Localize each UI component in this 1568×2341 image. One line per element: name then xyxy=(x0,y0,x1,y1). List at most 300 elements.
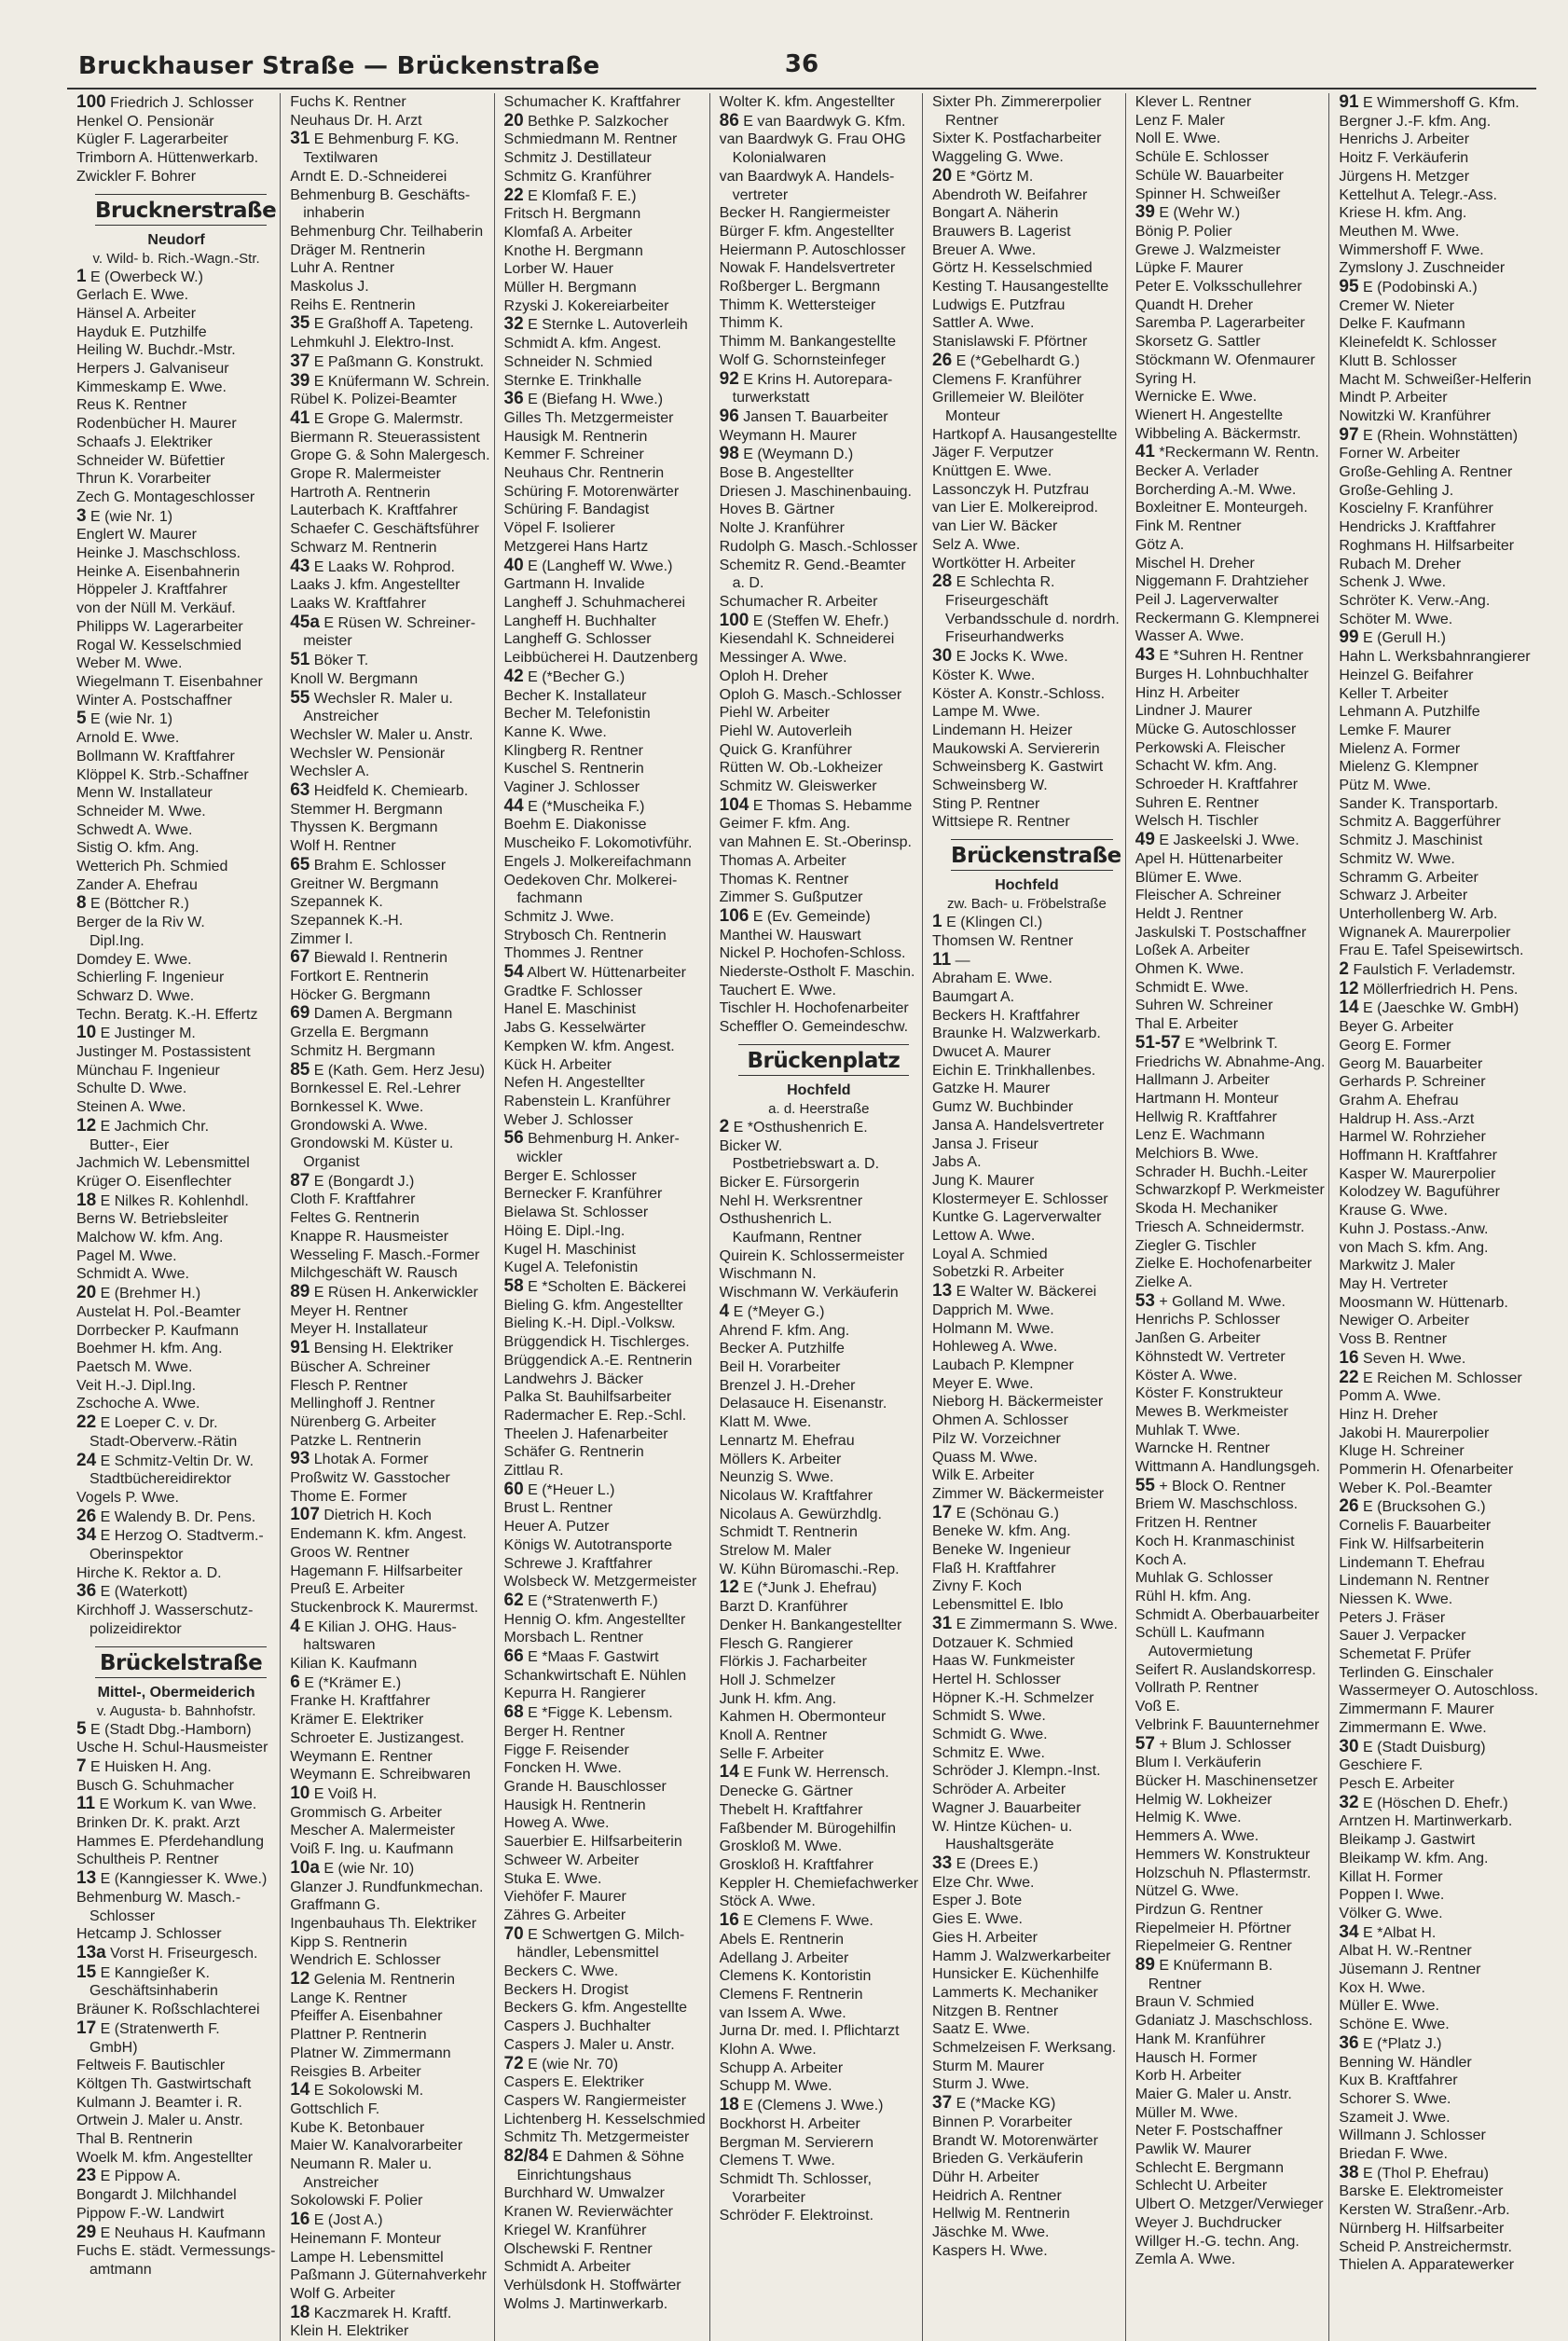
resident-text: Völker G. Wwe. xyxy=(1339,1905,1443,1921)
resident-text: Rentner xyxy=(1148,1976,1202,1992)
resident-text: Kulmann J. Beamter i. R. xyxy=(76,2094,242,2111)
resident-entry xyxy=(932,2205,1121,2224)
resident-entry xyxy=(290,2304,489,2323)
resident-text: Brandt W. Motorenwärter xyxy=(932,2132,1098,2149)
resident-entry xyxy=(932,333,1121,351)
resident-entry xyxy=(290,1879,489,1897)
resident-entry xyxy=(932,2169,1121,2187)
resident-text: Jabs G. Kesselwärter xyxy=(503,1020,646,1037)
resident-text: E Schwertgen G. Milch- xyxy=(528,1926,685,1943)
resident-text: Weber M. Wwe. xyxy=(76,655,183,672)
resident-text: Henkel O. Pensionär xyxy=(76,113,214,130)
house-number: 104 xyxy=(719,794,750,815)
resident-entry xyxy=(1135,203,1326,223)
resident-entry xyxy=(720,1635,918,1654)
resident-entry xyxy=(1135,517,1326,536)
resident-text: Böker T. xyxy=(313,653,369,669)
resident-text: Lüpke F. Maurer xyxy=(1135,260,1244,277)
resident-entry xyxy=(1339,389,1538,407)
resident-text: E (Jaeschke W. GmbH) xyxy=(1363,1000,1520,1017)
resident-text: Messinger A. Wwe. xyxy=(719,650,847,667)
resident-text: Wendrich E. Schlosser xyxy=(290,1952,441,1969)
resident-entry xyxy=(290,1153,489,1172)
resident-entry xyxy=(1135,794,1326,813)
resident-entry xyxy=(932,186,1121,205)
resident-entry xyxy=(1339,2164,1538,2183)
resident-text: Gerhards P. Schreiner xyxy=(1339,1074,1486,1091)
resident-text: Seven H. Wwe. xyxy=(1363,1350,1466,1367)
resident-entry xyxy=(504,872,706,890)
resident-entry xyxy=(290,1544,489,1563)
resident-entry xyxy=(504,1443,706,1462)
resident-text: Bethke P. Salzkocher xyxy=(528,113,669,130)
resident-text: Lindemann T. Ehefrau xyxy=(1339,1554,1485,1571)
resident-entry xyxy=(720,723,918,741)
resident-text: Maier G. Maler u. Anstr. xyxy=(1135,2086,1292,2102)
resident-text: E Graßhoff A. Tapeteng. xyxy=(313,316,474,333)
resident-entry xyxy=(1135,702,1326,721)
resident-text: E (Stratenwerth F. xyxy=(100,2020,220,2037)
resident-text: Jabs A. xyxy=(932,1154,982,1171)
resident-entry xyxy=(1339,1239,1538,1258)
resident-entry xyxy=(1135,1145,1326,1164)
resident-text: Thebelt H. Kraftfahrer xyxy=(719,1801,863,1818)
resident-text: Wassermeyer O. Autoschloss. xyxy=(1339,1683,1539,1700)
resident-text: Dwucet A. Maurer xyxy=(932,1044,1052,1061)
resident-entry xyxy=(290,112,489,131)
resident-text: Mewes B. Werkmeister xyxy=(1135,1403,1288,1420)
resident-entry xyxy=(290,1117,489,1136)
directory-column xyxy=(495,93,710,2341)
resident-text: Hellwig R. Kraftfahrer xyxy=(1135,1109,1277,1125)
resident-entry xyxy=(720,1561,918,1579)
resident-text: E Voiß H. xyxy=(313,1785,378,1802)
resident-entry xyxy=(290,2100,489,2119)
resident-text: Clemens T. Wwe. xyxy=(719,2153,835,2169)
resident-text: Hamm J. Walzwerkarbeiter xyxy=(932,1948,1111,1964)
house-number: 32 xyxy=(1339,1792,1359,1812)
resident-text: E Pippow A. xyxy=(100,2169,181,2185)
resident-entry xyxy=(504,1149,706,1167)
resident-entry xyxy=(1339,1682,1538,1701)
resident-text: Hellwig M. Rentnerin xyxy=(932,2206,1070,2223)
resident-text: Kück H. Arbeiter xyxy=(503,1056,612,1073)
resident-text: E *Albat H. xyxy=(1363,1924,1437,1941)
resident-text: Nowitzki W. Kranführer xyxy=(1339,407,1492,424)
house-number: 39 xyxy=(1135,202,1155,223)
resident-entry xyxy=(290,2063,489,2082)
resident-text: E (Steffen W. Ehefr.) xyxy=(752,613,889,629)
resident-text: Triesch A. Schneidermstr. xyxy=(1135,1219,1305,1235)
resident-entry xyxy=(1135,1439,1326,1458)
resident-entry xyxy=(1339,777,1538,795)
resident-entry xyxy=(504,1647,706,1667)
resident-text: Zielke A. xyxy=(1135,1274,1193,1290)
resident-text: Behmenburg H. Anker- xyxy=(528,1131,680,1148)
resident-text: Klostermeyer E. Schlosser xyxy=(932,1191,1108,1207)
resident-text: Thielen A. Apparatewerker xyxy=(1339,2257,1515,2274)
resident-entry xyxy=(720,668,918,686)
resident-text: Schmidt S. Wwe. xyxy=(932,1708,1046,1725)
resident-text: Knoll W. Bergmann xyxy=(290,670,419,687)
resident-entry xyxy=(290,429,489,448)
resident-entry xyxy=(76,507,276,527)
resident-entry xyxy=(1339,1073,1538,1092)
resident-entry xyxy=(1135,1477,1326,1496)
resident-entry xyxy=(932,1744,1121,1763)
house-number: 34 xyxy=(1339,1921,1359,1942)
resident-entry xyxy=(290,1599,489,1618)
resident-text: Metzgerei Hans Hartz xyxy=(503,538,649,555)
house-number: 26 xyxy=(1339,1496,1359,1517)
resident-text: Köhnstedt W. Vertreter xyxy=(1135,1348,1286,1365)
resident-text: Rodenbücher H. Maurer xyxy=(76,416,237,433)
resident-text: Philipps W. Lagerarbeiter xyxy=(76,618,243,635)
resident-entry xyxy=(1339,1905,1538,1923)
resident-entry xyxy=(290,1711,489,1729)
resident-text: Köster K. Wwe. xyxy=(932,667,1036,683)
resident-entry xyxy=(290,241,489,260)
resident-text: Schüll L. Kaufmann xyxy=(1135,1625,1265,1642)
resident-text: Osthushenrich L. xyxy=(719,1211,832,1228)
resident-entry xyxy=(1339,905,1538,924)
house-number: 49 xyxy=(1135,830,1155,850)
resident-entry xyxy=(1135,1865,1326,1883)
resident-entry xyxy=(504,1742,706,1760)
house-number: 91 xyxy=(1339,92,1359,112)
resident-text: Ortwein J. Maler u. Anstr. xyxy=(76,2113,243,2129)
resident-entry xyxy=(1135,2104,1326,2123)
resident-entry xyxy=(720,907,918,927)
resident-entry xyxy=(1135,1772,1326,1791)
directory-column xyxy=(67,93,281,2341)
resident-text: Schmidt T. Rentnerin xyxy=(719,1524,858,1541)
resident-text: Verbandsschule d. nordrh. xyxy=(945,611,1120,627)
house-number: 10 xyxy=(76,1023,97,1043)
resident-entry xyxy=(290,670,489,689)
resident-entry xyxy=(76,673,276,692)
resident-text: Beckers G. kfm. Angestellte xyxy=(503,2000,688,2017)
resident-entry xyxy=(76,415,276,434)
resident-entry xyxy=(1135,1422,1326,1440)
resident-entry xyxy=(1135,1661,1326,1680)
resident-entry xyxy=(1135,1495,1326,1514)
resident-entry xyxy=(1135,1791,1326,1810)
resident-text: Wolf G. Arbeiter xyxy=(290,2285,395,2302)
resident-entry xyxy=(720,241,918,260)
house-number: 36 xyxy=(503,389,524,409)
resident-entry xyxy=(290,223,489,241)
resident-entry xyxy=(932,1007,1121,1026)
street-heading: Brückenplatz xyxy=(738,1044,910,1076)
resident-text: Selle F. Arbeiter xyxy=(719,1745,824,1762)
resident-entry xyxy=(290,1469,489,1488)
resident-text: von der Nüll M. Verkäuf. xyxy=(76,600,236,617)
resident-text: E (Bongardt J.) xyxy=(313,1173,415,1190)
page-header xyxy=(67,45,1536,90)
resident-entry xyxy=(1135,1384,1326,1403)
resident-entry xyxy=(76,1303,276,1322)
resident-text: Hahn L. Werksbahnrangierer xyxy=(1339,649,1531,666)
resident-entry xyxy=(504,1833,706,1852)
resident-entry xyxy=(76,2149,276,2168)
resident-entry xyxy=(1339,2090,1538,2109)
resident-entry xyxy=(932,1948,1121,1966)
house-number: 16 xyxy=(290,2210,310,2230)
house-number: 20 xyxy=(932,165,953,186)
resident-text: Abendroth W. Beifahrer xyxy=(932,186,1088,203)
resident-entry xyxy=(504,2184,706,2203)
resident-text: Schumacher R. Arbeiter xyxy=(719,593,878,610)
resident-entry xyxy=(720,1672,918,1690)
resident-text: Mielenz G. Klempner xyxy=(1339,759,1479,776)
resident-text: Barske E. Elektromeister xyxy=(1339,2183,1504,2200)
resident-entry xyxy=(720,1690,918,1709)
resident-text: Franke H. Kraftfahrer xyxy=(290,1693,431,1710)
resident-text: Heinemann F. Monteur xyxy=(290,2230,442,2247)
resident-text: Wiegelmann T. Eisenbahner xyxy=(76,673,263,690)
resident-entry xyxy=(720,1487,918,1506)
resident-text: Pagel M. Wwe. xyxy=(76,1247,177,1264)
house-number: 36 xyxy=(1339,2032,1359,2053)
resident-entry xyxy=(932,1375,1121,1394)
resident-entry xyxy=(290,539,489,558)
resident-entry xyxy=(504,1185,706,1204)
resident-text: amtmann xyxy=(89,2261,152,2278)
resident-entry xyxy=(504,1129,706,1149)
resident-text: Thal B. Rentnerin xyxy=(76,2131,193,2148)
resident-text: Knothe H. Bergmann xyxy=(503,242,643,259)
resident-entry xyxy=(1339,1497,1538,1517)
resident-entry xyxy=(76,709,276,729)
resident-text: Brinken Dr. K. prakt. Arzt xyxy=(76,1815,241,1832)
resident-text: Blum I. Verkäuferin xyxy=(1135,1755,1261,1771)
resident-text: Geschiere F. xyxy=(1339,1757,1424,1774)
resident-entry xyxy=(76,1869,276,1889)
resident-text: Zymslony J. Zuschneider xyxy=(1339,260,1506,277)
resident-text: E Workum K. van Wwe. xyxy=(99,1797,257,1813)
resident-entry xyxy=(1135,1937,1326,1956)
resident-entry xyxy=(1339,2256,1538,2275)
resident-text: Hallmann J. Arbeiter xyxy=(1135,1072,1270,1089)
resident-text: Königs W. Autotransporte xyxy=(503,1536,673,1553)
resident-text: Harmel W. Rohrzieher xyxy=(1339,1129,1486,1146)
resident-entry xyxy=(76,1620,276,1639)
resident-entry xyxy=(504,242,706,261)
resident-text: Foncken H. Wwe. xyxy=(503,1760,622,1777)
resident-text: Höpner K.-H. Schmelzer xyxy=(932,1689,1094,1706)
resident-text: Thome E. Former xyxy=(290,1488,407,1505)
house-number: 38 xyxy=(1339,2162,1359,2183)
resident-entry xyxy=(1135,646,1326,666)
resident-entry xyxy=(720,796,918,816)
resident-entry xyxy=(504,1536,706,1555)
resident-text: Rübel K. Polizei-Beamter xyxy=(290,392,457,408)
resident-text: Muscheiko F. Lokomotivführ. xyxy=(503,835,693,852)
resident-entry xyxy=(76,149,276,168)
resident-entry xyxy=(76,379,276,397)
resident-entry xyxy=(1135,572,1326,591)
resident-text: Textilwaren xyxy=(303,150,378,167)
resident-entry xyxy=(504,1999,706,2017)
house-number: 42 xyxy=(503,666,524,686)
resident-entry xyxy=(720,1653,918,1672)
resident-entry xyxy=(504,131,706,149)
resident-entry xyxy=(720,278,918,296)
resident-entry xyxy=(290,875,489,894)
resident-text: wickler xyxy=(516,1150,563,1166)
resident-entry xyxy=(1135,1090,1326,1109)
resident-text: Kesting T. Hausangestellte xyxy=(932,279,1109,296)
resident-entry xyxy=(290,1061,489,1081)
resident-text: Thrun K. Vorarbeiter xyxy=(76,471,212,488)
resident-text: Oedekoven Chr. Molkerei- xyxy=(503,872,678,888)
resident-text: Paetsch M. Wwe. xyxy=(76,1359,193,1375)
resident-text: Brüggendick H. Tischlerges. xyxy=(503,1334,690,1351)
resident-text: Heidrich A. Rentner xyxy=(932,2187,1062,2204)
resident-entry xyxy=(504,705,706,723)
house-number: 3 xyxy=(76,505,87,526)
resident-text: Schneider M. Wwe. xyxy=(76,803,206,819)
resident-entry xyxy=(504,1074,706,1093)
resident-text: Arndt E. D.-Schneiderei xyxy=(290,168,447,185)
house-number: 95 xyxy=(1339,277,1359,297)
resident-text: Syring H. xyxy=(1135,370,1197,387)
resident-text: Möllerfriedrich H. Pens. xyxy=(1363,981,1519,998)
resident-text: Kimmeskamp E. Wwe. xyxy=(76,379,227,395)
resident-text: E Sokolowski M. xyxy=(313,2083,424,2100)
resident-text: Luhr A. Rentner xyxy=(290,260,395,277)
resident-text: E (Biefang H. Wwe.) xyxy=(528,392,664,408)
resident-text: Nieborg H. Bäckermeister xyxy=(932,1394,1104,1411)
resident-text: Hirche K. Rektor a. D. xyxy=(76,1564,222,1581)
resident-entry xyxy=(504,1703,706,1723)
resident-entry xyxy=(1339,1886,1538,1905)
resident-entry xyxy=(932,1799,1121,1818)
resident-entry xyxy=(1135,2031,1326,2049)
resident-entry xyxy=(1135,1643,1326,1661)
resident-text: Weymann H. Maurer xyxy=(719,427,857,444)
resident-text: Clemens F. Rentnerin xyxy=(719,1986,863,2003)
resident-entry xyxy=(76,748,276,766)
resident-text: Rabenstein L. Kranführer xyxy=(503,1093,671,1109)
resident-text: E Jachmich Chr. xyxy=(100,1118,210,1135)
resident-text: Paßmann J. Güternahverkehr xyxy=(290,2267,487,2284)
resident-text: Klever L. Rentner xyxy=(1135,94,1252,110)
resident-entry xyxy=(504,2128,706,2147)
house-number: 14 xyxy=(1339,998,1359,1018)
resident-text: Sternke E. Trinkhalle xyxy=(503,372,642,389)
resident-entry xyxy=(76,1795,276,1814)
resident-entry xyxy=(76,1247,276,1266)
resident-text: — xyxy=(955,952,970,969)
resident-entry xyxy=(76,1024,276,1043)
resident-entry xyxy=(932,1172,1121,1191)
resident-text: Kanne K. Wwe. xyxy=(503,723,607,740)
resident-entry xyxy=(1339,2034,1538,2054)
resident-text: Schaafs J. Elektriker xyxy=(76,434,213,450)
resident-entry xyxy=(290,2007,489,2026)
resident-text: Wortkötter H. Arbeiter xyxy=(932,555,1076,571)
resident-entry xyxy=(290,912,489,930)
resident-text: Fortkort E. Rentnerin xyxy=(290,969,429,985)
resident-entry xyxy=(504,668,706,687)
resident-text: Thomas A. Arbeiter xyxy=(719,852,846,869)
resident-entry xyxy=(720,1506,918,1524)
resident-text: Wittmann A. Handlungsgeh. xyxy=(1135,1459,1321,1476)
resident-entry xyxy=(720,1783,918,1801)
resident-entry xyxy=(290,781,489,801)
house-number: 22 xyxy=(503,185,524,205)
resident-entry xyxy=(504,557,706,576)
resident-entry xyxy=(504,1591,706,1611)
resident-entry xyxy=(932,481,1121,500)
resident-entry xyxy=(932,703,1121,722)
resident-text: Klingberg R. Rentner xyxy=(503,742,643,759)
resident-text: Nürenberg G. Arbeiter xyxy=(290,1413,436,1430)
resident-entry xyxy=(290,1395,489,1413)
resident-text: Schmidt A. kfm. Angest. xyxy=(503,336,662,352)
house-number: 100 xyxy=(719,610,750,630)
resident-text: Scheffler O. Gemeindeschw. xyxy=(719,1019,909,1036)
resident-text: Voß E. xyxy=(1135,1699,1180,1715)
resident-text: Faulstich F. Verlademstr. xyxy=(1353,962,1516,979)
resident-entry xyxy=(932,112,1121,131)
resident-text: Zech G. Montageschlosser xyxy=(76,489,255,505)
resident-text: Reckermann G. Klempnerei xyxy=(1135,610,1320,627)
house-number: 26 xyxy=(76,1506,97,1526)
resident-text: Niessen K. Wwe. xyxy=(1339,1591,1453,1607)
resident-entry xyxy=(1339,1961,1538,1979)
resident-text: Schröter K. Verw.-Ang. xyxy=(1339,592,1491,609)
resident-text: Kilian K. Kaufmann xyxy=(290,1656,418,1673)
resident-entry xyxy=(720,223,918,241)
resident-entry xyxy=(932,148,1121,167)
resident-text: Poppen I. Wwe. xyxy=(1339,1887,1445,1904)
resident-entry xyxy=(720,557,918,575)
resident-entry xyxy=(504,1425,706,1444)
resident-text: Eichin E. Trinkhallenbes. xyxy=(932,1062,1096,1079)
resident-text: E Reichen M. Schlosser xyxy=(1363,1370,1522,1386)
resident-entry xyxy=(720,93,918,112)
resident-entry xyxy=(720,999,918,1018)
resident-text: van Mahnen E. St.-Oberinsp. xyxy=(719,834,912,851)
resident-entry xyxy=(504,944,706,963)
resident-text: Hausch H. Former xyxy=(1135,2049,1258,2066)
resident-entry xyxy=(932,1301,1121,1320)
resident-entry xyxy=(720,2077,918,2096)
resident-text: Burchhard W. Umwalzer xyxy=(503,2185,666,2202)
resident-entry xyxy=(504,446,706,464)
resident-entry xyxy=(720,2022,918,2041)
resident-text: E Schmitz-Veltin Dr. W. xyxy=(100,1453,254,1469)
resident-text: Damen A. Bergmann xyxy=(313,1006,453,1023)
directory-column xyxy=(1329,93,1542,2341)
resident-text: Flesch P. Rentner xyxy=(290,1377,408,1394)
house-number: 18 xyxy=(76,1190,97,1210)
resident-entry xyxy=(504,260,706,279)
house-number: 97 xyxy=(1339,424,1359,445)
resident-entry xyxy=(1135,1606,1326,1625)
resident-text: Dräger M. Rentnerin xyxy=(290,241,426,258)
resident-entry xyxy=(504,1259,706,1277)
resident-entry xyxy=(76,1489,276,1508)
directory-column xyxy=(710,93,923,2341)
resident-entry xyxy=(932,2187,1121,2206)
resident-text: E Knüfermann W. Schrein. xyxy=(313,373,490,390)
house-number: 30 xyxy=(1339,1736,1359,1756)
resident-text: Ingenbauhaus Th. Elektriker xyxy=(290,1915,477,1932)
